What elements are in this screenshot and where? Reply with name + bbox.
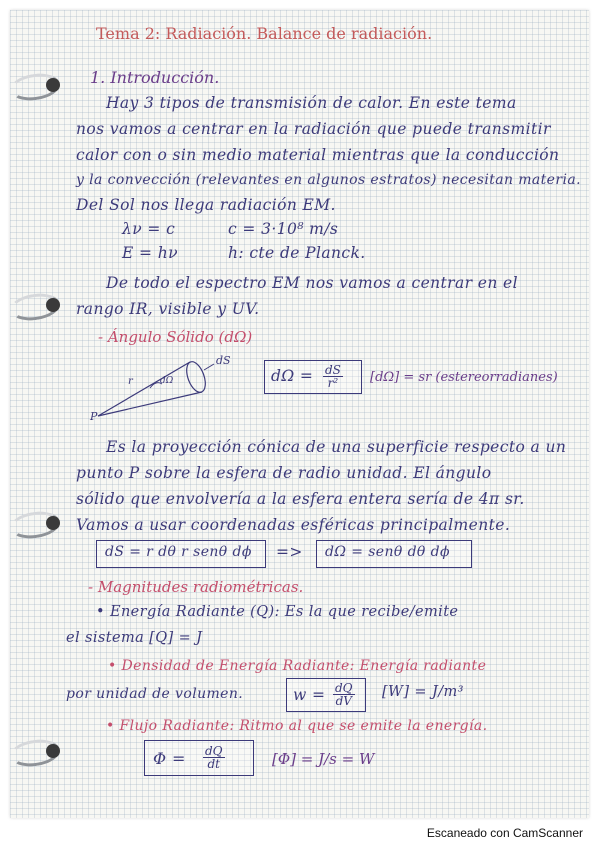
binder-ring (10, 738, 56, 764)
subheading: - Magnitudes radiométricas. (88, 578, 304, 596)
text-line: y la convección (relevantes en algunos estratos) necesitan materia. (76, 172, 581, 188)
section-heading: 1. Introducción. (90, 68, 220, 87)
diagram-label: P (90, 410, 98, 423)
text-line: nos vamos a centrar en la radiación que puede transmitir (76, 120, 551, 138)
text-line: por unidad de volumen. (66, 686, 244, 702)
formula-box (286, 678, 366, 712)
binder-ring (10, 72, 56, 98)
binder-ring (10, 292, 56, 318)
formula-box (144, 740, 254, 776)
equation: h: cte de Planck. (228, 244, 366, 262)
text-line: el sistema [Q] = J (66, 630, 203, 646)
equation: c = 3·10⁸ m/s (228, 220, 339, 238)
text-line: calor con o sin medio material mientras que la conducción (76, 146, 560, 164)
formula-box (96, 540, 266, 568)
units-note: [W] = J/m³ (382, 684, 464, 700)
formula-text: Φ = (153, 749, 186, 768)
notebook-page (10, 10, 589, 818)
subheading: - Ángulo Sólido (dΩ) (98, 328, 253, 346)
equation: E = hν (122, 244, 178, 262)
fraction: $\frac{dQ}{dV}$ (335, 681, 353, 708)
text-line: punto P sobre la esfera de radio unidad. El ángulo (76, 464, 492, 482)
text-line: sólido que envolvería a la esfera entera sería de 4π sr. (76, 490, 525, 508)
formula-box (264, 360, 362, 394)
text-line: • Energía Radiante (Q): Es la que recibe/emite (96, 604, 459, 620)
solid-angle-diagram (90, 352, 230, 424)
fraction: $\frac{dQ}{dt}$ (205, 744, 223, 771)
formula-text: dΩ = senθ dθ dϕ (325, 544, 450, 560)
formula-text: dΩ = (271, 367, 314, 385)
text-line: Es la proyección cónica de una superficie respecto a un (106, 438, 567, 456)
text-line: Hay 3 tipos de transmisión de calor. En este tema (106, 94, 517, 112)
diagram-label: dΩ (160, 376, 174, 386)
units-note: [Φ] = J/s = W (272, 750, 375, 768)
text-line: Vamos a usar coordenadas esféricas principalmente. (76, 516, 511, 534)
text-line: • Flujo Radiante: Ritmo al que se emite la energía. (106, 718, 488, 734)
equation: λν = c (122, 220, 176, 238)
text-line: rango IR, visible y UV. (76, 300, 260, 318)
binder-ring (10, 510, 56, 536)
formula-text: w = (293, 686, 326, 704)
formula-text: dS = r dθ r senθ dϕ (105, 544, 252, 560)
diagram-label: r (128, 376, 133, 387)
text-line: • Densidad de Energía Radiante: Energía radiante (108, 658, 487, 674)
formula-box (316, 540, 472, 568)
scanner-watermark: Escaneado con CamScanner (426, 826, 583, 840)
page-title: Tema 2: Radiación. Balance de radiación. (96, 24, 433, 43)
diagram-label: dS (216, 354, 231, 367)
text-line: Del Sol nos llega radiación EM. (76, 196, 336, 214)
text-line: De todo el espectro EM nos vamos a centrar en el (106, 274, 518, 292)
units-note: [dΩ] = sr (estereorradianes) (370, 370, 558, 385)
fraction: $\frac{dS}{\text{r²}}$ (325, 363, 341, 390)
arrow: => (276, 543, 303, 561)
